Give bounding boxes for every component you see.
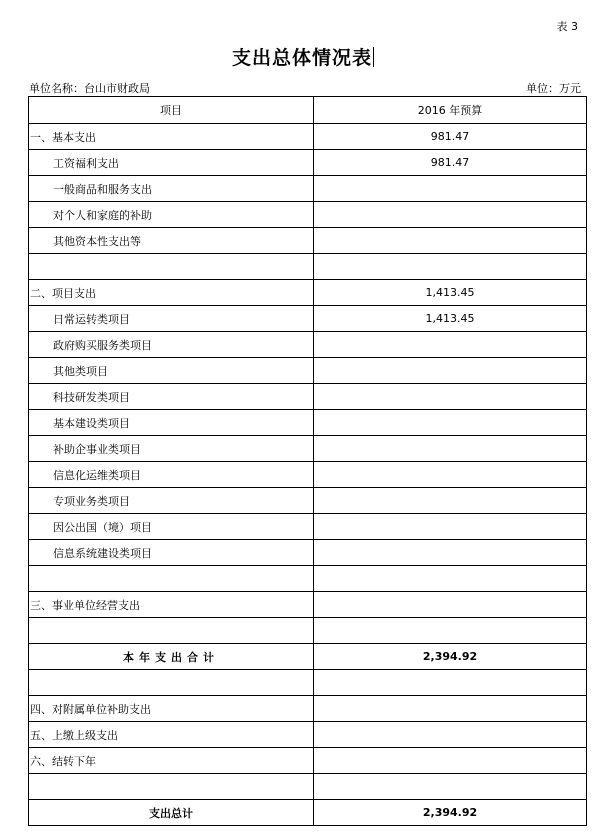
expenditure-table [28,96,587,826]
row-label-cell[interactable]: 六、结转下年 [29,748,314,774]
row-value-cell[interactable] [314,488,587,514]
row-label-cell[interactable]: 日常运转类项目 [29,306,314,332]
row-label-cell[interactable]: 五、上缴上级支出 [29,722,314,748]
row-label-cell[interactable]: 专项业务类项目 [29,488,314,514]
row-label-cell[interactable]: 本年支出合计 [29,644,314,670]
table-row [29,254,587,280]
table-row [29,618,587,644]
table-row [29,150,587,176]
row-value-cell[interactable] [314,540,587,566]
table-row [29,488,587,514]
table-row [29,696,587,722]
row-value-cell[interactable] [314,566,587,592]
table-number: 表 3 [556,20,578,33]
table-row [29,462,587,488]
table-row [29,514,587,540]
row-label-cell[interactable]: 工资福利支出 [29,150,314,176]
row-value-cell[interactable] [314,618,587,644]
row-value-cell[interactable]: 2,394.92 [314,800,587,826]
row-label-cell[interactable]: 因公出国（境）项目 [29,514,314,540]
unit-label: 单位：万元 [526,82,581,95]
row-value-cell[interactable] [314,670,587,696]
row-label-cell[interactable]: 政府购买服务类项目 [29,332,314,358]
table-row [29,124,587,150]
row-value-cell[interactable] [314,176,587,202]
row-value-cell[interactable]: 981.47 [314,150,587,176]
row-label-cell[interactable]: 一、基本支出 [29,124,314,150]
row-label-cell[interactable]: 补助企事业类项目 [29,436,314,462]
row-value-cell[interactable] [314,774,587,800]
page-title [0,43,606,70]
header-item[interactable]: 项目 [29,97,314,124]
text-cursor [373,47,374,67]
table-row [29,800,587,826]
table-row [29,566,587,592]
row-value-cell[interactable] [314,202,587,228]
row-value-cell[interactable] [314,332,587,358]
table-row [29,592,587,618]
page-title-text: 支出总体情况表 [231,47,372,69]
table-row [29,306,587,332]
row-label-cell[interactable]: 支出总计 [29,800,314,826]
row-label-cell[interactable]: 其他类项目 [29,358,314,384]
row-value-cell[interactable] [314,748,587,774]
row-value-cell[interactable] [314,228,587,254]
row-value-cell[interactable] [314,358,587,384]
row-value-cell[interactable]: 1,413.45 [314,306,587,332]
table-row [29,644,587,670]
row-label-cell[interactable]: 三、事业单位经营支出 [29,592,314,618]
row-value-cell[interactable]: 2,394.92 [314,644,587,670]
row-label-cell[interactable] [29,566,314,592]
table-header-row [29,97,587,124]
row-value-cell[interactable] [314,410,587,436]
table-row [29,774,587,800]
table-row [29,410,587,436]
row-label-cell[interactable]: 对个人和家庭的补助 [29,202,314,228]
row-value-cell[interactable] [314,592,587,618]
table-row [29,358,587,384]
row-value-cell[interactable] [314,384,587,410]
row-label-cell[interactable]: 信息系统建设类项目 [29,540,314,566]
table-row [29,540,587,566]
row-label-cell[interactable] [29,670,314,696]
row-label-cell[interactable] [29,774,314,800]
table-row [29,176,587,202]
table-row [29,280,587,306]
table-row [29,228,587,254]
row-value-cell[interactable] [314,722,587,748]
row-label-cell[interactable]: 一般商品和服务支出 [29,176,314,202]
row-value-cell[interactable] [314,254,587,280]
table-row [29,670,587,696]
row-label-cell[interactable]: 科技研发类项目 [29,384,314,410]
table-row [29,202,587,228]
row-label-cell[interactable]: 基本建设类项目 [29,410,314,436]
row-label-cell[interactable] [29,618,314,644]
table-row [29,748,587,774]
row-label-cell[interactable] [29,254,314,280]
table-row [29,722,587,748]
row-value-cell[interactable] [314,462,587,488]
table-row [29,332,587,358]
row-value-cell[interactable] [314,514,587,540]
expenditure-table-body [29,97,587,826]
table-row [29,436,587,462]
unit-name: 单位名称：台山市财政局 [29,82,150,95]
header-budget[interactable]: 2016 年预算 [314,97,587,124]
row-value-cell[interactable]: 1,413.45 [314,280,587,306]
row-label-cell[interactable]: 其他资本性支出等 [29,228,314,254]
row-label-cell[interactable]: 信息化运维类项目 [29,462,314,488]
table-row [29,384,587,410]
row-value-cell[interactable] [314,696,587,722]
row-value-cell[interactable] [314,436,587,462]
row-value-cell[interactable]: 981.47 [314,124,587,150]
row-label-cell[interactable]: 二、项目支出 [29,280,314,306]
row-label-cell[interactable]: 四、对附属单位补助支出 [29,696,314,722]
